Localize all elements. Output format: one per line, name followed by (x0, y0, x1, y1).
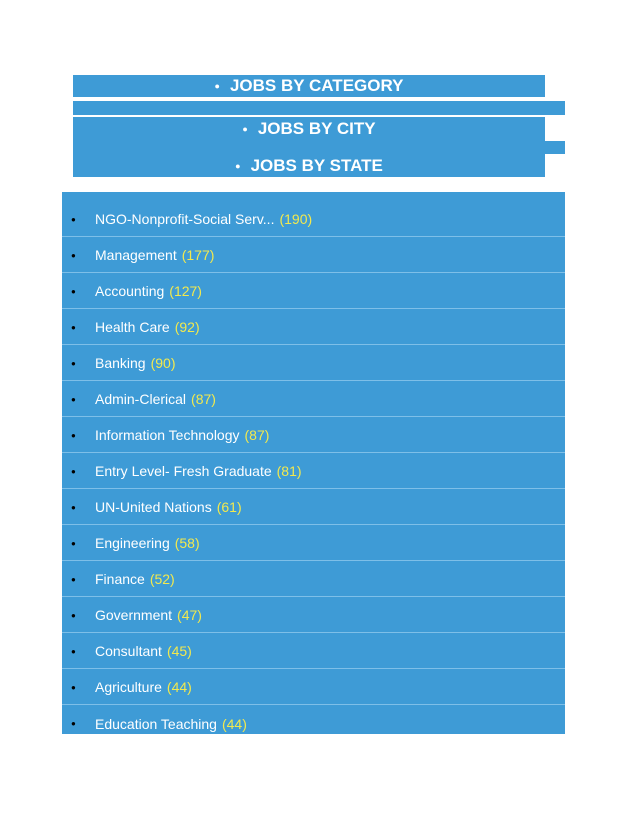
list-item[interactable] (62, 310, 565, 345)
category-count: (190) (279, 211, 313, 227)
bullet-icon: ● (71, 574, 76, 584)
tab-jobs-by-city-label: JOBS BY CITY (257, 119, 376, 138)
category-count: (58) (174, 535, 200, 551)
tab-jobs-by-state-label: JOBS BY STATE (250, 155, 383, 175)
category-label[interactable]: Entry Level- Fresh Graduate (95, 463, 272, 479)
category-label[interactable]: UN-United Nations (95, 499, 212, 515)
category-label[interactable]: Health Care (95, 319, 170, 335)
category-label[interactable]: Education Teaching (95, 715, 217, 732)
bullet-icon: ● (71, 682, 76, 692)
bullet-icon: ● (71, 250, 76, 260)
list-item[interactable] (62, 454, 565, 489)
category-label[interactable]: Admin-Clerical (95, 391, 187, 407)
tab-jobs-by-category-label: JOBS BY CATEGORY (229, 76, 404, 95)
list-item[interactable] (62, 418, 565, 453)
bullet-icon: ● (71, 538, 76, 548)
category-label[interactable]: Banking (95, 355, 146, 371)
bullet-icon: ● (71, 394, 76, 404)
category-label[interactable]: Accounting (95, 283, 165, 299)
category-count: (61) (216, 499, 242, 515)
category-count: (177) (181, 247, 215, 263)
tab-jobs-by-category[interactable] (73, 75, 545, 97)
tab-jobs-by-city[interactable] (73, 117, 545, 141)
bullet-icon: ● (71, 466, 76, 476)
category-count: (87) (191, 391, 216, 407)
list-item[interactable] (62, 706, 565, 741)
category-label[interactable]: NGO-Nonprofit-Social Serv... (95, 211, 275, 227)
bullet-icon: ● (71, 214, 76, 224)
category-label[interactable]: Government (95, 607, 173, 623)
list-item[interactable] (62, 238, 565, 273)
category-count: (81) (276, 463, 302, 479)
bullet-icon: ● (71, 610, 76, 620)
category-count: (90) (150, 355, 176, 371)
bullet-icon: ● (71, 646, 76, 656)
list-item[interactable] (62, 526, 565, 561)
category-count: (87) (244, 427, 270, 443)
bullet-icon: ● (235, 160, 241, 171)
category-label[interactable]: Management (95, 247, 177, 263)
category-count: (52) (149, 571, 175, 587)
category-label[interactable]: Consultant (95, 643, 162, 659)
bullet-icon: ● (71, 358, 76, 368)
list-item[interactable] (62, 202, 565, 237)
list-item[interactable] (62, 382, 565, 417)
category-count: (45) (166, 643, 192, 659)
category-list (62, 192, 565, 734)
category-count: (127) (169, 283, 202, 299)
category-count: (44) (166, 679, 192, 695)
category-count: (92) (174, 319, 200, 335)
category-count: (47) (177, 607, 202, 623)
list-item[interactable] (62, 598, 565, 633)
tab-jobs-by-state[interactable] (73, 154, 545, 177)
bullet-icon: ● (71, 719, 76, 728)
category-label[interactable]: Finance (95, 571, 145, 587)
divider-strip (73, 101, 565, 115)
divider-strip (73, 141, 565, 154)
list-item[interactable] (62, 274, 565, 309)
list-item[interactable] (62, 670, 565, 705)
bullet-icon: ● (71, 430, 76, 440)
list-item[interactable] (62, 562, 565, 597)
list-item[interactable] (62, 490, 565, 525)
list-item[interactable] (62, 634, 565, 669)
bullet-icon: ● (71, 502, 76, 512)
list-item[interactable] (62, 346, 565, 381)
bullet-icon: ● (71, 322, 76, 332)
category-count: (44) (221, 715, 247, 732)
bullet-icon: ● (242, 124, 248, 134)
category-label[interactable]: Information Technology (95, 427, 240, 443)
bullet-icon: ● (71, 286, 76, 296)
category-label[interactable]: Agriculture (95, 679, 162, 695)
bullet-icon: ● (214, 81, 220, 91)
category-label[interactable]: Engineering (95, 535, 170, 551)
